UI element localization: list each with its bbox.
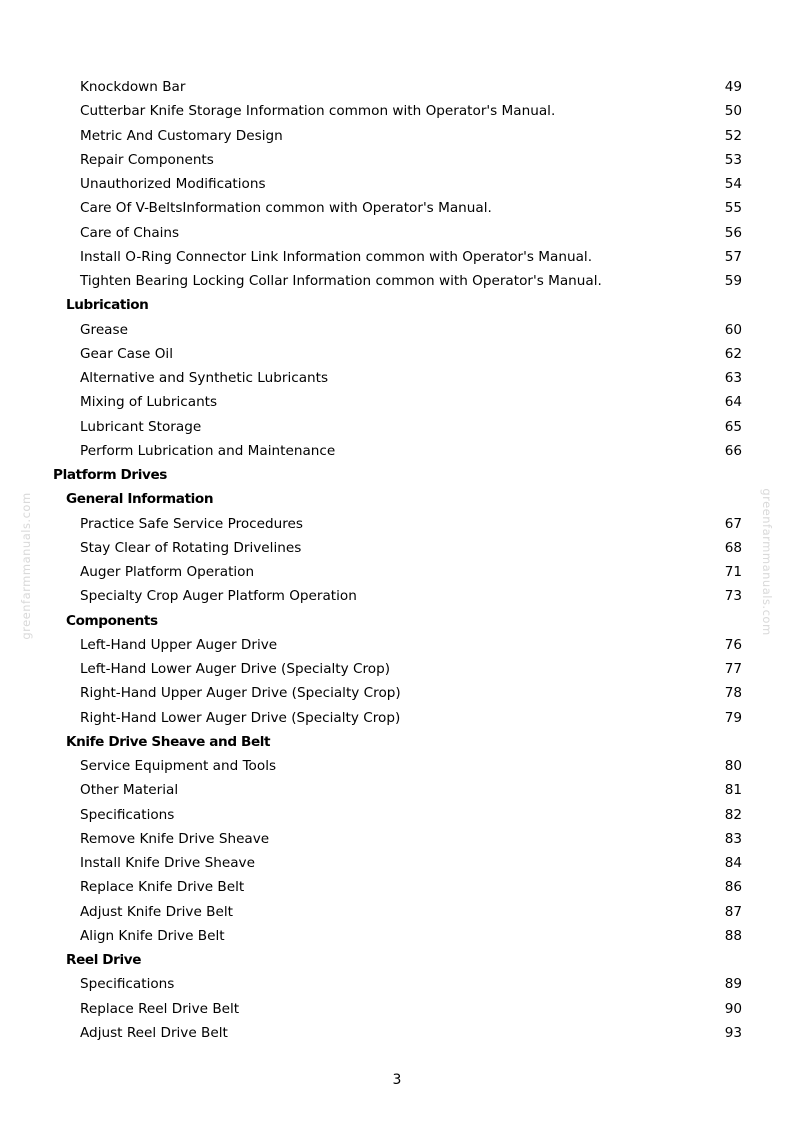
toc-entry-page-number: 76 (724, 636, 742, 653)
toc-entry-page-number: 87 (724, 903, 742, 920)
toc-entry-page-number: 88 (724, 927, 742, 944)
toc-entry-title: Reel Drive (66, 952, 142, 968)
toc-entry-title: Install Knife Drive Sheave (80, 855, 255, 871)
page-number: 3 (392, 1072, 402, 1088)
toc-entry-title: Care of Chains (80, 224, 180, 241)
toc-entry-title: Specialty Crop Auger Platform Operation (80, 588, 357, 605)
toc-entry-page-number: 63 (724, 370, 742, 386)
toc-entry-title: Mixing of Lubricants (80, 394, 218, 411)
toc-entry-title: Align Knife Drive Belt (80, 927, 225, 944)
toc-entry-title: Other Material (80, 782, 179, 799)
toc-entry[interactable] (0, 536, 794, 560)
toc-entry[interactable] (0, 75, 794, 99)
toc-entry-title: Practice Safe Service Procedures (80, 515, 303, 532)
toc-entry-page-number: 57 (724, 248, 742, 265)
table-of-contents (0, 75, 794, 1045)
toc-entry-page-number: 67 (724, 515, 742, 532)
toc-entry[interactable] (0, 439, 794, 463)
toc-entry-title: Platform Drives (53, 467, 167, 483)
toc-entry[interactable] (0, 778, 794, 802)
toc-entry-page-number: 77 (724, 661, 742, 677)
toc-entry-page-number: 53 (724, 151, 742, 168)
toc-section-heading (0, 730, 794, 754)
toc-entry-page-number: 59 (724, 273, 742, 289)
toc-entry[interactable] (0, 972, 794, 996)
toc-entry-page-number: 79 (724, 709, 742, 726)
toc-entry-title: Auger Platform Operation (80, 564, 255, 580)
toc-entry-page-number: 50 (724, 103, 742, 120)
toc-entry-title: Stay Clear of Rotating Drivelines (80, 539, 302, 556)
toc-entry[interactable] (0, 997, 794, 1021)
toc-entry[interactable] (0, 754, 794, 778)
toc-entry-title: Grease (80, 321, 128, 338)
toc-entry[interactable] (0, 245, 794, 269)
toc-entry-title: Replace Reel Drive Belt (80, 1000, 240, 1017)
toc-entry[interactable] (0, 512, 794, 536)
toc-entry[interactable] (0, 560, 794, 584)
toc-entry[interactable] (0, 657, 794, 681)
toc-entry-title: Remove Knife Drive Sheave (80, 830, 270, 847)
toc-entry-page-number: 81 (724, 782, 742, 799)
toc-entry[interactable] (0, 342, 794, 366)
toc-entry[interactable] (0, 851, 794, 875)
toc-entry-page-number: 80 (724, 758, 742, 774)
toc-section-heading (0, 487, 794, 511)
toc-entry-page-number: 60 (724, 321, 742, 338)
toc-entry[interactable] (0, 875, 794, 899)
toc-entry-title: Install O-Ring Connector Link Information common with Operator's Manual. (80, 248, 593, 265)
toc-entry-page-number: 71 (724, 564, 742, 580)
watermark-right: greenfarmmanuals.com (760, 488, 774, 636)
toc-entry-title: Right-Hand Lower Auger Drive (Specialty Crop) (80, 709, 401, 726)
toc-entry[interactable] (0, 196, 794, 220)
toc-entry[interactable] (0, 584, 794, 608)
toc-entry-page-number: 83 (724, 830, 742, 847)
toc-entry-title: Specifications (80, 806, 175, 823)
toc-entry[interactable] (0, 803, 794, 827)
toc-entry[interactable] (0, 1021, 794, 1045)
toc-entry[interactable] (0, 633, 794, 657)
toc-entry-title: General Information (66, 491, 214, 508)
toc-entry-title: Care Of V-BeltsInformation common with Operator's Manual. (80, 200, 492, 217)
toc-entry-title: Repair Components (80, 151, 214, 168)
toc-entry-title: Lubrication (66, 297, 149, 314)
toc-entry-title: Perform Lubrication and Maintenance (80, 442, 336, 459)
toc-entry-title: Lubricant Storage (80, 418, 202, 435)
toc-entry-title: Adjust Knife Drive Belt (80, 903, 233, 920)
toc-entry-page-number: 82 (724, 806, 742, 823)
toc-entry-page-number: 62 (724, 345, 742, 362)
toc-entry-title: Left-Hand Upper Auger Drive (80, 636, 278, 653)
toc-entry-title: Service Equipment and Tools (80, 758, 277, 774)
toc-entry[interactable] (0, 221, 794, 245)
toc-entry-page-number: 73 (724, 588, 742, 605)
toc-entry-title: Metric And Customary Design (80, 127, 283, 144)
toc-entry-title: Specifications (80, 976, 175, 993)
toc-section-heading (0, 609, 794, 633)
toc-entry-page-number: 49 (724, 79, 742, 95)
toc-entry-title: Knockdown Bar (80, 79, 186, 95)
toc-entry-title: Tighten Bearing Locking Collar Information common with Operator's Manual. (80, 273, 602, 289)
toc-entry-page-number: 56 (724, 224, 742, 241)
toc-entry[interactable] (0, 681, 794, 705)
toc-entry-title: Gear Case Oil (80, 345, 173, 362)
toc-entry[interactable] (0, 827, 794, 851)
toc-entry-title: Alternative and Synthetic Lubricants (80, 370, 329, 386)
toc-entry-title: Components (66, 612, 158, 629)
toc-entry-page-number: 89 (724, 976, 742, 993)
toc-entry[interactable] (0, 390, 794, 414)
toc-entry[interactable] (0, 318, 794, 342)
watermark-left: greenfarmmanuals.com (19, 492, 33, 640)
toc-entry-page-number: 64 (724, 394, 742, 411)
toc-entry[interactable] (0, 269, 794, 293)
toc-entry-page-number: 78 (724, 685, 742, 702)
toc-entry[interactable] (0, 148, 794, 172)
toc-entry-title: Unauthorized Modifications (80, 176, 266, 192)
toc-entry[interactable] (0, 172, 794, 196)
toc-entry-page-number: 93 (724, 1024, 742, 1041)
toc-entry[interactable] (0, 99, 794, 123)
toc-section-heading (0, 948, 794, 972)
toc-section-heading (0, 463, 794, 487)
toc-entry-page-number: 52 (724, 127, 742, 144)
toc-entry-title: Left-Hand Lower Auger Drive (Specialty Crop) (80, 661, 391, 677)
toc-entry-title: Replace Knife Drive Belt (80, 879, 245, 896)
toc-entry-page-number: 66 (724, 442, 742, 459)
toc-entry-page-number: 54 (724, 176, 742, 192)
toc-entry-page-number: 90 (724, 1000, 742, 1017)
toc-entry-page-number: 86 (724, 879, 742, 896)
toc-entry-page-number: 55 (724, 200, 742, 217)
toc-section-heading (0, 293, 794, 317)
toc-entry-title: Knife Drive Sheave and Belt (66, 733, 271, 750)
toc-entry[interactable] (0, 706, 794, 730)
toc-entry[interactable] (0, 366, 794, 390)
toc-entry-page-number: 84 (724, 855, 742, 871)
toc-entry-title: Right-Hand Upper Auger Drive (Specialty Crop) (80, 685, 401, 702)
toc-entry-title: Adjust Reel Drive Belt (80, 1024, 228, 1041)
toc-entry[interactable] (0, 924, 794, 948)
toc-entry[interactable] (0, 415, 794, 439)
toc-entry[interactable] (0, 900, 794, 924)
toc-entry-page-number: 68 (724, 539, 742, 556)
toc-entry-page-number: 65 (724, 418, 742, 435)
toc-entry[interactable] (0, 124, 794, 148)
toc-entry-title: Cutterbar Knife Storage Information common with Operator's Manual. (80, 103, 556, 120)
